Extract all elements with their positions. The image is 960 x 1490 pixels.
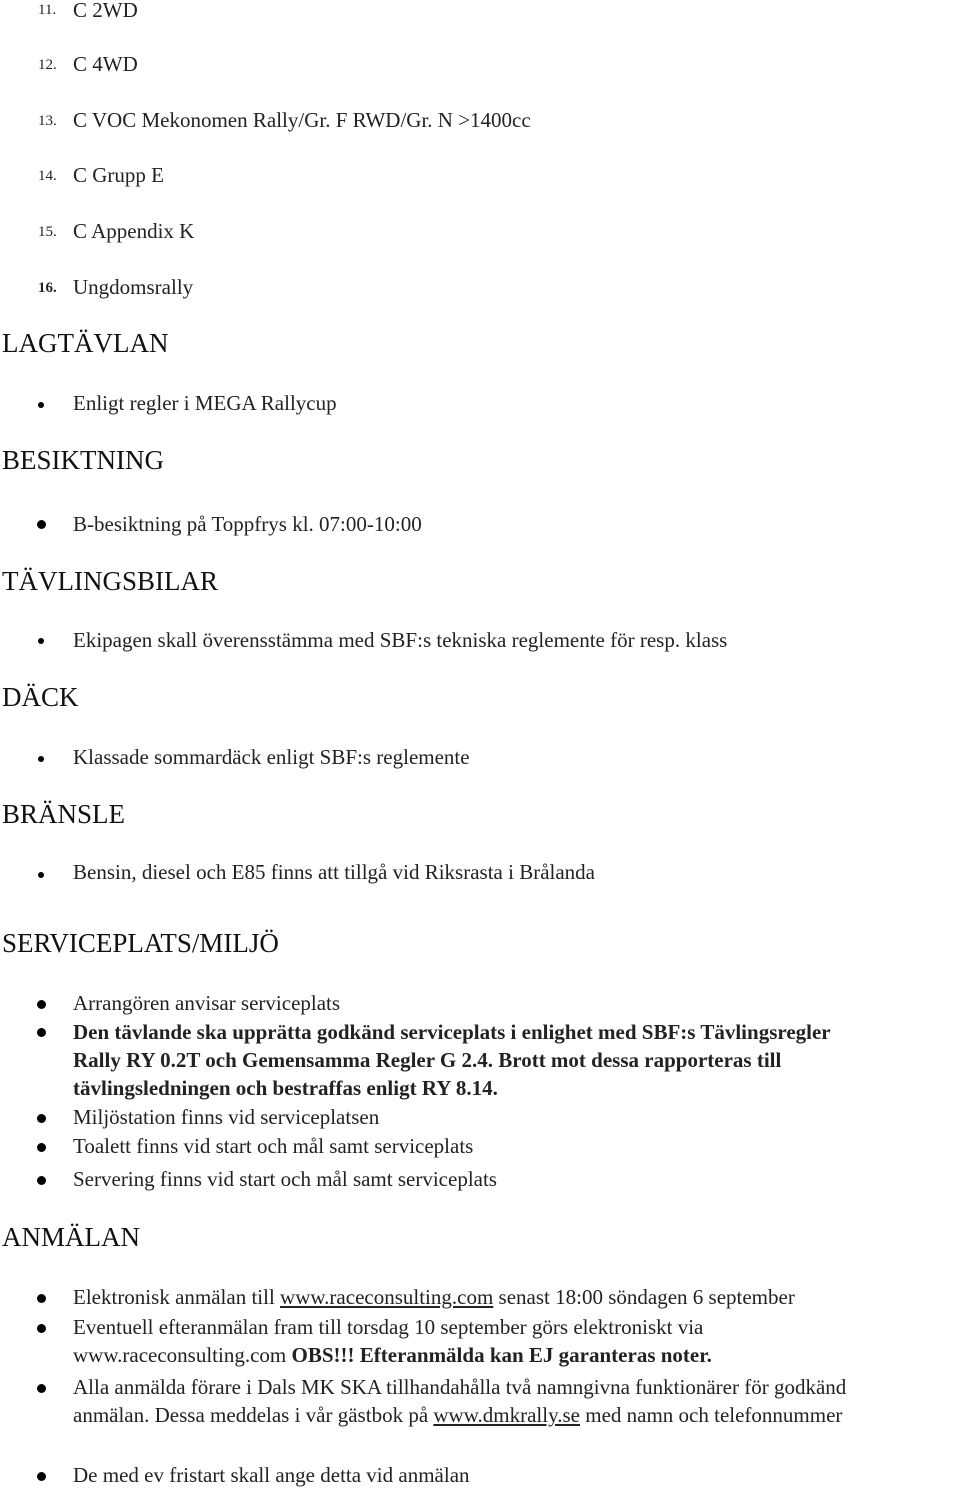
list-item: Toalett finns vid start och mål samt serviceplats	[73, 1134, 474, 1158]
list-item: Klassade sommardäck enligt SBF:s reglemente	[73, 745, 470, 769]
list-item: Bensin, diesel och E85 finns att tillgå vid Riksrasta i Brålanda	[73, 860, 595, 884]
bullet-icon	[37, 1114, 46, 1123]
section-heading-bransle: BRÄNSLE	[2, 799, 126, 829]
list-item: C 2WD	[73, 0, 138, 22]
list-item: Miljöstation finns vid serviceplatsen	[73, 1105, 380, 1129]
list-item: Ekipagen skall överensstämma med SBF:s tekniska reglemente för resp. klass	[73, 628, 728, 652]
list-item: C VOC Mekonomen Rally/Gr. F RWD/Gr. N >1400cc	[73, 108, 531, 132]
section-heading-besiktning: BESIKTNING	[2, 445, 164, 475]
bullet-icon	[38, 402, 44, 408]
bullet-icon	[38, 872, 44, 878]
list-item: C 4WD	[73, 52, 138, 76]
bullet-icon	[37, 1384, 46, 1393]
list-item: Ungdomsrally	[73, 275, 194, 299]
list-number: 16.	[38, 280, 57, 296]
section-heading-dack: DÄCK	[2, 682, 79, 712]
list-item-line: Den tävlande ska upprätta godkänd serviceplats i enlighet med SBF:s Tävlingsregler	[73, 1020, 831, 1044]
list-item-line: Alla anmälda förare i Dals MK SKA tillhandahålla två namngivna funktionärer för godkänd	[73, 1375, 847, 1399]
list-item: C Appendix K	[73, 219, 195, 243]
list-item-line	[73, 1343, 712, 1368]
list-number: 11.	[38, 2, 57, 18]
list-number: 14.	[38, 168, 57, 184]
bullet-icon	[37, 1472, 46, 1481]
section-heading-tavlingsbilar: TÄVLINGSBILAR	[2, 566, 218, 596]
bullet-icon	[38, 638, 44, 644]
list-item	[73, 1285, 795, 1310]
bullet-icon	[38, 756, 44, 762]
bullet-icon	[37, 1000, 46, 1009]
list-item-line	[73, 1403, 842, 1428]
section-heading-serviceplats: SERVICEPLATS/MILJÖ	[2, 928, 279, 958]
list-number: 15.	[38, 224, 57, 240]
section-heading-lagtavlan: LAGTÄVLAN	[2, 328, 169, 358]
bullet-icon	[37, 1294, 46, 1303]
item-text: anmälan. Dessa meddelas i vår gästbok på	[73, 1403, 434, 1427]
obs-notice: OBS!!! Efteranmälda kan EJ garanteras noter.	[291, 1343, 712, 1367]
raceconsulting-link[interactable]: www.raceconsulting.com	[280, 1285, 494, 1309]
list-item-line: Eventuell efteranmälan fram till torsdag 10 september görs elektroniskt via	[73, 1315, 704, 1339]
bullet-icon	[37, 1324, 46, 1333]
list-item: Servering finns vid start och mål samt serviceplats	[73, 1167, 497, 1191]
list-item: B-besiktning på Toppfrys kl. 07:00-10:00	[73, 512, 422, 536]
list-item-line: tävlingsledningen och bestraffas enligt RY 8.14.	[73, 1076, 498, 1100]
bullet-icon	[37, 1176, 46, 1185]
list-item: C Grupp E	[73, 163, 164, 187]
bullet-icon	[37, 1143, 46, 1152]
bullet-icon	[37, 1028, 46, 1037]
dmkrally-link[interactable]: www.dmkrally.se	[433, 1403, 580, 1427]
item-text: senast 18:00 söndagen 6 september	[493, 1285, 795, 1309]
bullet-icon	[37, 520, 46, 529]
list-item: Enligt regler i MEGA Rallycup	[73, 391, 337, 415]
list-number: 13.	[38, 113, 57, 129]
list-item: Arrangören anvisar serviceplats	[73, 991, 341, 1015]
section-heading-anmalan: ANMÄLAN	[2, 1222, 140, 1252]
item-text: www.raceconsulting.com	[73, 1343, 292, 1367]
list-item-line: Rally RY 0.2T och Gemensamma Regler G 2.4. Brott mot dessa rapporteras till	[73, 1048, 782, 1072]
list-number: 12.	[38, 57, 57, 73]
item-text: Elektronisk anmälan till	[73, 1285, 281, 1309]
list-item: De med ev fristart skall ange detta vid anmälan	[73, 1463, 470, 1487]
item-text: med namn och telefonnummer	[579, 1403, 843, 1427]
